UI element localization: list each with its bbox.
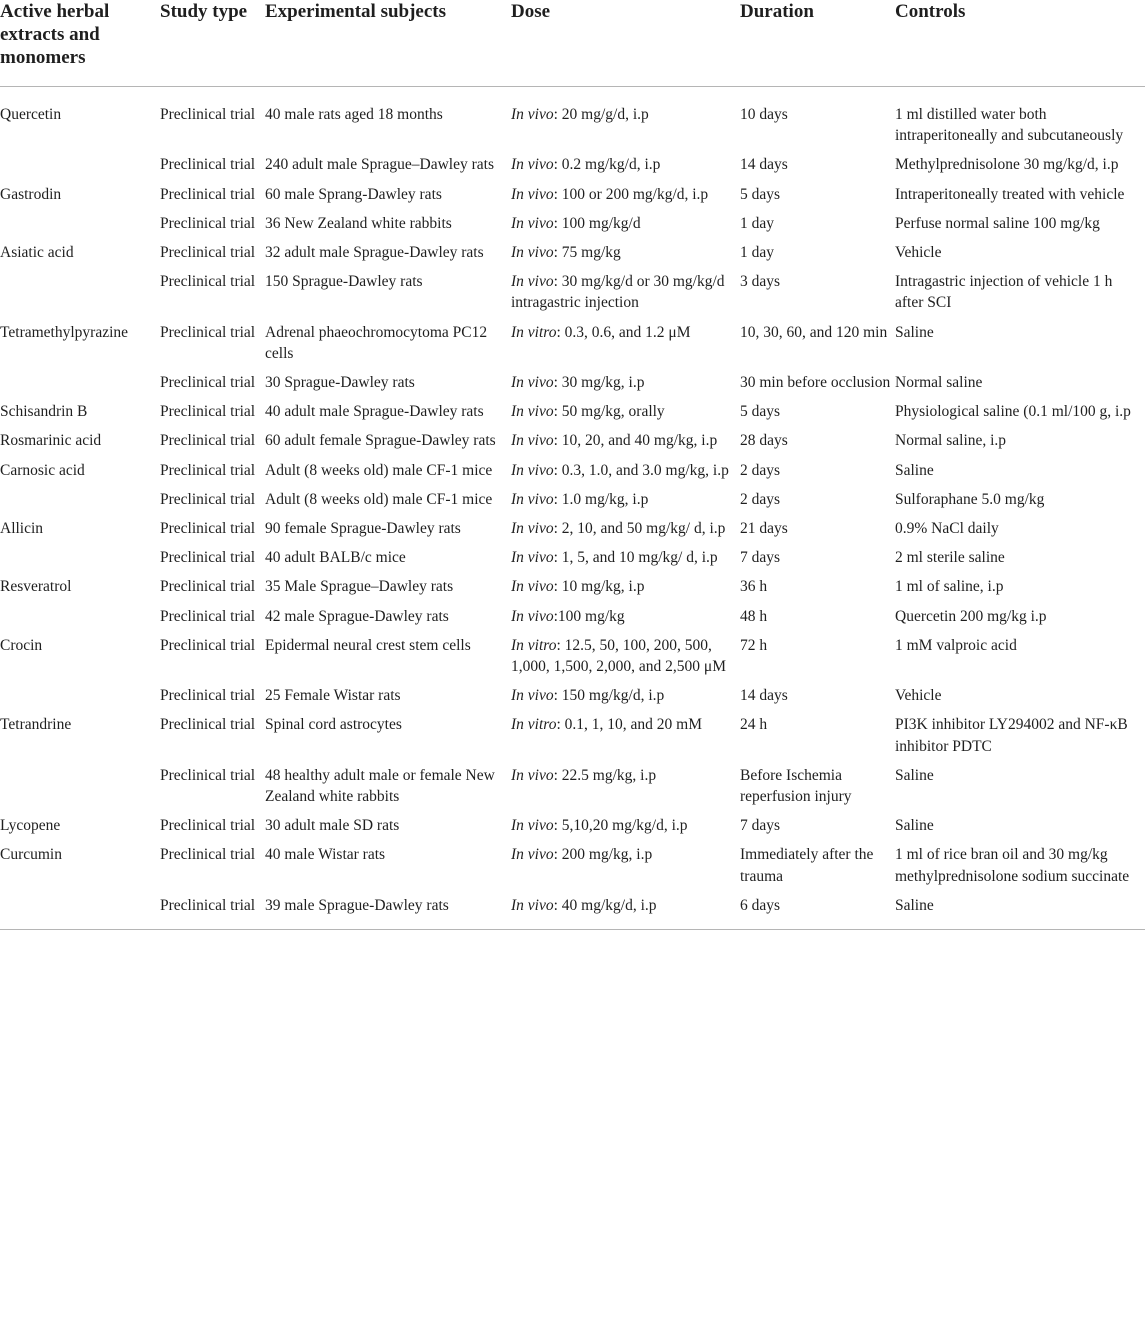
cell-controls: 2 ml sterile saline: [895, 549, 1005, 567]
dose-mode: In vivo: [511, 817, 554, 835]
cell-subjects: 25 Female Wistar rats: [265, 687, 401, 705]
cell-duration: 2 days: [740, 461, 781, 479]
dose-value: : 0.3, 1.0, and 3.0 mg/kg, i.p: [553, 461, 729, 479]
dose-value: : 10 mg/kg, i.p: [553, 578, 645, 596]
dose-value: : 150 mg/kg/d, i.p: [553, 687, 665, 705]
header-subjects: Experimental subjects: [265, 0, 511, 87]
cell-duration: 3 days: [740, 273, 781, 291]
dose-value: : 20 mg/g/d, i.p: [553, 106, 649, 123]
cell-study-type: Preclinical trial: [160, 607, 256, 625]
cell-study-type: Preclinical trial: [160, 156, 256, 174]
dose-value: : 0.1, 1, 10, and 20 mM: [556, 716, 703, 734]
cell-study-type: Preclinical trial: [160, 766, 256, 784]
cell-dose: [511, 213, 740, 242]
cell-controls: 1 ml of rice bran oil and 30 mg/kg methylprednisolone sodium succinate: [895, 846, 1130, 885]
dose-mode: In vivo: [511, 846, 554, 864]
cell-controls: Normal saline: [895, 374, 983, 392]
dose-value: : 1.0 mg/kg, i.p: [553, 490, 649, 508]
table-row: [0, 685, 1145, 714]
cell-extract: Quercetin: [0, 106, 62, 123]
cell-controls: Saline: [895, 323, 934, 341]
cell-extract: [0, 895, 160, 930]
cell-subjects: 32 adult male Sprague-Dawley rats: [265, 244, 484, 262]
cell-controls: Intragastric injection of vehicle 1 h after SCI: [895, 273, 1113, 312]
cell-subjects: 40 adult BALB/c mice: [265, 549, 406, 567]
cell-study-type: Preclinical trial: [160, 549, 256, 567]
cell-study-type: Preclinical trial: [160, 461, 256, 479]
cell-duration: 7 days: [740, 549, 781, 567]
cell-subjects: 40 adult male Sprague-Dawley rats: [265, 403, 484, 421]
table-row: [0, 489, 1145, 518]
dose-value: : 30 mg/kg/d or 30 mg/kg/d intragastric injection: [511, 273, 725, 312]
cell-dose: [511, 815, 740, 844]
dose-mode: In vitro: [511, 716, 557, 734]
cell-extract: Asiatic acid: [0, 244, 74, 262]
cell-controls: Saline: [895, 817, 934, 835]
table-row: [0, 576, 1145, 605]
table-row: [0, 372, 1145, 401]
dose-mode: In vivo: [511, 214, 554, 232]
table-header-row: [0, 0, 1145, 87]
cell-controls: Intraperitoneally treated with vehicle: [895, 185, 1125, 203]
cell-duration: Before Ischemia reperfusion injury: [740, 766, 852, 806]
cell-dose: [511, 430, 740, 459]
table-row: [0, 547, 1145, 576]
cell-subjects: 90 female Sprague-Dawley rats: [265, 520, 461, 538]
table-body: [0, 87, 1145, 930]
dose-mode: In vivo: [511, 687, 554, 705]
cell-dose: [511, 547, 740, 576]
cell-study-type: Preclinical trial: [160, 490, 256, 508]
table-row: [0, 765, 1145, 815]
cell-subjects: 240 adult male Sprague–Dawley rats: [265, 156, 494, 174]
dose-value: : 100 mg/kg/d: [553, 214, 641, 232]
dose-value: :100 mg/kg: [553, 607, 625, 625]
cell-controls: Vehicle: [895, 244, 942, 262]
table-row: [0, 606, 1145, 635]
cell-controls: Physiological saline (0.1 ml/100 g, i.p: [895, 403, 1131, 421]
table-row: [0, 242, 1145, 271]
cell-duration: 6 days: [740, 895, 895, 930]
cell-study-type: Preclinical trial: [160, 273, 256, 291]
cell-subjects: Epidermal neural crest stem cells: [265, 636, 471, 654]
cell-subjects: Adult (8 weeks old) male CF-1 mice: [265, 461, 493, 479]
cell-extract: Schisandrin B: [0, 403, 88, 421]
cell-extract: [0, 547, 160, 576]
dose-mode: In vivo: [511, 273, 554, 291]
cell-extract: [0, 765, 160, 815]
cell-subjects: 60 male Sprang-Dawley rats: [265, 185, 442, 203]
cell-controls: 1 mM valproic acid: [895, 636, 1017, 654]
cell-study-type: Preclinical trial: [160, 636, 256, 654]
cell-study-type: Preclinical trial: [160, 578, 256, 596]
cell-extract: Crocin: [0, 636, 43, 654]
cell-duration: 7 days: [740, 817, 781, 835]
cell-extract: Tetramethylpyrazine: [0, 323, 129, 341]
cell-dose: [511, 489, 740, 518]
table-row: [0, 518, 1145, 547]
cell-duration: 5 days: [740, 185, 781, 203]
cell-dose: [511, 242, 740, 271]
cell-subjects: 39 male Sprague-Dawley rats: [265, 895, 511, 930]
table-row: [0, 714, 1145, 764]
cell-duration: 48 h: [740, 607, 768, 625]
cell-controls: Perfuse normal saline 100 mg/kg: [895, 214, 1100, 232]
cell-dose: [511, 460, 740, 489]
cell-controls: 0.9% NaCl daily: [895, 520, 999, 538]
cell-subjects: 150 Sprague-Dawley rats: [265, 273, 423, 291]
cell-subjects: Adrenal phaeochromocytoma PC12 cells: [265, 323, 488, 362]
cell-study-type: Preclinical trial: [160, 323, 256, 341]
cell-duration: 2 days: [740, 490, 781, 508]
cell-dose: [511, 401, 740, 430]
cell-subjects: 60 adult female Sprague-Dawley rats: [265, 432, 496, 450]
dose-value: : 200 mg/kg, i.p: [553, 846, 653, 864]
cell-duration: 14 days: [740, 156, 788, 174]
cell-duration: 14 days: [740, 687, 788, 705]
table-row: [0, 154, 1145, 183]
dose-mode: In vivo: [511, 578, 554, 596]
cell-study-type: Preclinical trial: [160, 403, 256, 421]
cell-duration: Immediately after the trauma: [740, 846, 874, 885]
dose-mode: In vivo: [511, 607, 554, 625]
cell-subjects: 40 male Wistar rats: [265, 846, 386, 864]
cell-controls: Methylprednisolone 30 mg/kg/d, i.p: [895, 156, 1119, 174]
dose-mode: In vivo: [511, 374, 554, 392]
table-row: [0, 895, 1145, 930]
dose-mode: In vivo: [511, 244, 554, 262]
cell-dose: [511, 606, 740, 635]
table-row: [0, 635, 1145, 685]
cell-dose: [511, 372, 740, 401]
dose-value: : 0.3, 0.6, and 1.2 μM: [556, 323, 691, 341]
cell-study-type: Preclinical trial: [160, 244, 256, 262]
cell-extract: [0, 685, 160, 714]
cell-study-type: Preclinical trial: [160, 895, 265, 930]
cell-subjects: 42 male Sprague-Dawley rats: [265, 607, 449, 625]
cell-dose: [511, 844, 740, 894]
cell-dose: [511, 685, 740, 714]
cell-study-type: Preclinical trial: [160, 687, 256, 705]
cell-duration: 28 days: [740, 432, 788, 450]
cell-duration: 10 days: [740, 106, 788, 123]
dose-mode: In vitro: [511, 636, 557, 654]
cell-controls: Sulforaphane 5.0 mg/kg: [895, 490, 1045, 508]
cell-subjects: 36 New Zealand white rabbits: [265, 214, 452, 232]
cell-dose: [511, 271, 740, 321]
dose-mode: In vivo: [511, 432, 554, 450]
cell-extract: Curcumin: [0, 846, 62, 864]
cell-extract: Gastrodin: [0, 185, 62, 203]
header-study-type: Study type: [160, 0, 265, 87]
dose-value: : 12.5, 50, 100, 200, 500, 1,000, 1,500, 2,000, and 2,500 μM: [511, 636, 726, 676]
table-row: [0, 213, 1145, 242]
cell-subjects: 30 Sprague-Dawley rats: [265, 374, 415, 392]
dose-value: : 50 mg/kg, orally: [553, 403, 665, 421]
cell-study-type: Preclinical trial: [160, 817, 256, 835]
dose-mode: In vivo: [511, 549, 554, 567]
dose-mode: In vivo: [511, 896, 554, 914]
cell-dose: [511, 184, 740, 213]
cell-controls: Saline: [895, 461, 934, 479]
dose-value: : 10, 20, and 40 mg/kg, i.p: [553, 432, 718, 450]
cell-dose: [511, 895, 740, 930]
dose-mode: In vivo: [511, 520, 554, 538]
cell-extract: Tetrandrine: [0, 716, 72, 734]
cell-study-type: Preclinical trial: [160, 374, 256, 392]
cell-extract: Rosmarinic acid: [0, 432, 102, 450]
dose-mode: In vivo: [511, 156, 554, 174]
cell-extract: [0, 606, 160, 635]
dose-value: : 30 mg/kg, i.p: [553, 374, 645, 392]
dose-mode: In vivo: [511, 185, 554, 203]
cell-dose: [511, 714, 740, 764]
cell-study-type: Preclinical trial: [160, 214, 256, 232]
table-row: [0, 844, 1145, 894]
cell-duration: 72 h: [740, 636, 768, 654]
cell-extract: [0, 489, 160, 518]
dose-value: : 1, 5, and 10 mg/kg/ d, i.p: [553, 549, 718, 567]
cell-controls: Quercetin 200 mg/kg i.p: [895, 607, 1047, 625]
cell-dose: [511, 322, 740, 372]
cell-duration: 36 h: [740, 578, 768, 596]
cell-subjects: 35 Male Sprague–Dawley rats: [265, 578, 454, 596]
dose-value: : 5,10,20 mg/kg/d, i.p: [553, 817, 688, 835]
cell-controls: Saline: [895, 766, 934, 784]
cell-study-type: Preclinical trial: [160, 520, 256, 538]
header-extracts: Active herbal extracts and monomers: [0, 0, 160, 87]
cell-study-type: Preclinical trial: [160, 846, 256, 864]
cell-subjects: 30 adult male SD rats: [265, 817, 400, 835]
cell-dose: [511, 765, 740, 815]
cell-controls: Saline: [895, 895, 1145, 930]
table-row: [0, 401, 1145, 430]
cell-dose: [511, 154, 740, 183]
cell-study-type: Preclinical trial: [160, 432, 256, 450]
cell-duration: 5 days: [740, 403, 781, 421]
cell-duration: 21 days: [740, 520, 788, 538]
cell-dose: [511, 518, 740, 547]
cell-controls: Normal saline, i.p: [895, 432, 1007, 450]
cell-study-type: Preclinical trial: [160, 716, 256, 734]
cell-subjects: Adult (8 weeks old) male CF-1 mice: [265, 490, 493, 508]
cell-extract: Carnosic acid: [0, 461, 85, 479]
dose-mode: In vivo: [511, 106, 554, 123]
table-row: [0, 271, 1145, 321]
dose-mode: In vivo: [511, 461, 554, 479]
table-row: [0, 184, 1145, 213]
cell-duration: 30 min before occlusion: [740, 374, 891, 392]
cell-extract: Lycopene: [0, 817, 61, 835]
cell-extract: Allicin: [0, 520, 44, 538]
cell-dose: [511, 635, 740, 685]
dose-mode: In vitro: [511, 323, 557, 341]
header-dose: Dose: [511, 0, 740, 87]
cell-extract: Resveratrol: [0, 578, 72, 596]
dose-value: : 100 or 200 mg/kg/d, i.p: [553, 185, 709, 203]
dose-value: : 2, 10, and 50 mg/kg/ d, i.p: [553, 520, 726, 538]
cell-controls: PI3K inhibitor LY294002 and NF-κB inhibitor PDTC: [895, 716, 1128, 755]
cell-extract: [0, 372, 160, 401]
dose-value: : 22.5 mg/kg, i.p: [553, 766, 657, 784]
cell-extract: [0, 154, 160, 183]
cell-subjects: 48 healthy adult male or female New Zealand white rabbits: [265, 766, 495, 806]
cell-controls: 1 ml of saline, i.p: [895, 578, 1004, 596]
cell-subjects: 40 male rats aged 18 months: [265, 106, 443, 123]
cell-duration: 1 day: [740, 214, 775, 232]
cell-extract: [0, 213, 160, 242]
cell-controls: Vehicle: [895, 687, 942, 705]
header-controls: Controls: [895, 0, 1145, 87]
cell-study-type: Preclinical trial: [160, 185, 256, 203]
cell-duration: 24 h: [740, 716, 768, 734]
table-row: [0, 460, 1145, 489]
cell-dose: [511, 576, 740, 605]
dose-mode: In vivo: [511, 490, 554, 508]
table-row: [0, 430, 1145, 459]
cell-extract: [0, 271, 160, 321]
table-row: [0, 815, 1145, 844]
dose-value: : 75 mg/kg: [553, 244, 621, 262]
cell-controls: 1 ml distilled water both intraperitoneally and subcutaneously: [895, 106, 1124, 145]
dose-value: : 40 mg/kg/d, i.p: [553, 896, 657, 914]
cell-subjects: Spinal cord astrocytes: [265, 716, 402, 734]
cell-dose: [511, 87, 740, 155]
table-row: [0, 322, 1145, 372]
table-row: [0, 87, 1145, 155]
dose-value: : 0.2 mg/kg/d, i.p: [553, 156, 661, 174]
header-duration: Duration: [740, 0, 895, 87]
dose-mode: In vivo: [511, 403, 554, 421]
cell-study-type: Preclinical trial: [160, 106, 256, 123]
dose-mode: In vivo: [511, 766, 554, 784]
cell-duration: 1 day: [740, 244, 775, 262]
cell-duration: 10, 30, 60, and 120 min: [740, 323, 888, 341]
